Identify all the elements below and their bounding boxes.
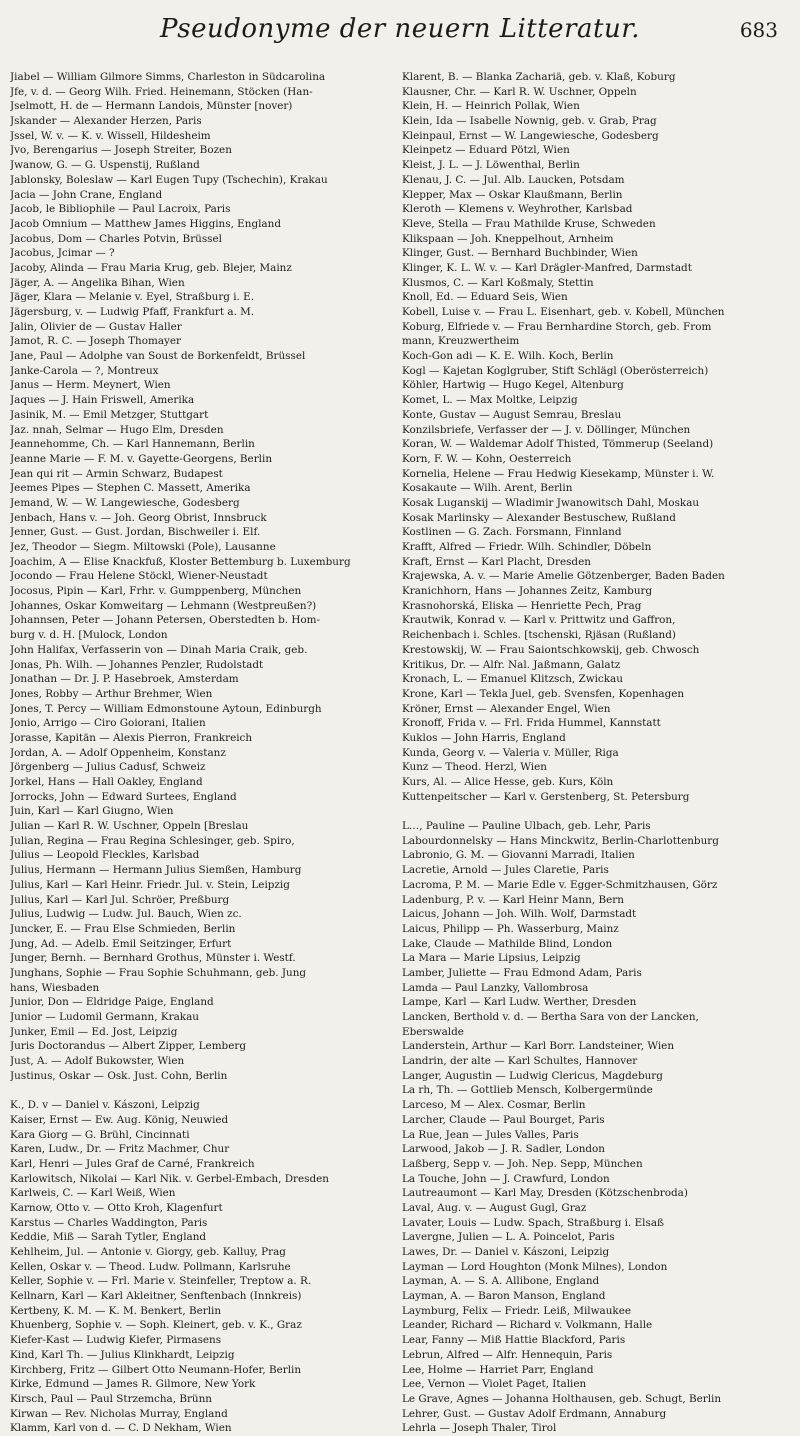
pseudonym-entry: La Rue, Jean — Jules Valles, Paris: [402, 1128, 579, 1141]
pseudonym-entry: Ladenburg, P. v. — Karl Heinr Mann, Bern: [402, 893, 624, 906]
pseudonym-entry: Layman, A. — S. A. Allibone, England: [402, 1275, 600, 1288]
pseudonym-entry: Jacobus, Jcimar — ?: [10, 247, 115, 260]
pseudonym-entry: Jalin, Olivier de — Gustav Haller: [10, 320, 182, 333]
pseudonym-entry: Kuttenpeitscher — Karl v. Gerstenberg, St. Petersburg: [402, 790, 690, 803]
pseudonym-entry: Jacob, le Bibliophile — Paul Lacroix, Paris: [10, 203, 231, 216]
pseudonym-entry: Jenner, Gust. — Gust. Jordan, Bischweiler i. Elf.: [10, 526, 261, 539]
pseudonym-entry: Langer, Augustin — Ludwig Clericus, Magdeburg: [402, 1069, 663, 1082]
pseudonym-entry: Kurs, Al. — Alice Hesse, geb. Kurs, Köln: [402, 776, 614, 788]
right-column: [402, 70, 790, 1436]
pseudonym-entry: Lebrun, Alfred — Alfr. Hennequin, Paris: [402, 1348, 613, 1361]
pseudonym-entry: Jenbach, Hans v. — Joh. Georg Obrist, Innsbruck: [10, 511, 267, 524]
pseudonym-entry: Klarent, B. — Blanka Zachariä, geb. v. Klaß, Koburg: [402, 71, 676, 83]
pseudonym-entry: Larwood, Jakob — J. R. Sadler, London: [402, 1143, 605, 1156]
pseudonym-entry: Lamda — Paul Lanzky, Vallombrosa: [402, 981, 589, 994]
pseudonym-entry: Lacretie, Arnold — Jules Claretie, Paris: [402, 864, 609, 877]
pseudonym-entry: Kellen, Oskar v. — Theod. Ludw. Pollmann, Karlsruhe: [10, 1260, 291, 1273]
pseudonym-entry: La rh, Th. — Gottlieb Mensch, Kolbergermünde: [402, 1084, 653, 1097]
pseudonym-entry: Janke-Carola — ?, Montreux: [10, 364, 159, 377]
pseudonym-entry: Kertbeny, K. M. — K. M. Benkert, Berlin: [10, 1304, 222, 1317]
pseudonym-entry: Janus — Herm. Meynert, Wien: [10, 379, 171, 392]
pseudonym-entry: Jonio, Arrigo — Ciro Goiorani, Italien: [10, 717, 206, 730]
pseudonym-entry: Kirchberg, Fritz — Gilbert Otto Neumann-Hofer, Berlin: [10, 1363, 302, 1376]
pseudonym-entry: Just, A. — Adolf Bukowster, Wien: [10, 1055, 185, 1068]
pseudonym-entry: Krone, Karl — Tekla Juel, geb. Svensfen, Kopenhagen: [402, 687, 685, 700]
pseudonym-entry: Kiefer-Kast — Ludwig Kiefer, Pirmasens: [10, 1334, 222, 1347]
section-gap: [10, 1083, 398, 1098]
pseudonym-entry: Joachim, A — Elise Knackfuß, Kloster Bettemburg b. Luxemburg: [10, 555, 351, 568]
pseudonym-entry: Jorkel, Hans — Hall Oakley, England: [10, 776, 203, 788]
pseudonym-entry: Jones, Robby — Arthur Brehmer, Wien: [10, 687, 213, 700]
pseudonym-entry: Jonathan — Dr. J. P. Hasebroek, Amsterdam: [10, 673, 239, 686]
pseudonym-entry: La Touche, John — J. Crawfurd, London: [402, 1172, 610, 1185]
pseudonym-entry: Kind, Karl Th. — Julius Klinkhardt, Leipzig: [10, 1348, 235, 1361]
pseudonym-entry: Karlowitsch, Nikolai — Karl Nik. v. Gerbel-Embach, Dresden: [10, 1172, 329, 1185]
pseudonym-entry: Koburg, Elfriede v. — Frau Bernhardine Storch, geb. From: [402, 320, 712, 333]
pseudonym-entry: Lacroma, P. M. — Marie Edle v. Egger-Schmitzhausen, Görz: [402, 878, 718, 891]
pseudonym-entry: Karstus — Charles Waddington, Paris: [10, 1216, 208, 1229]
pseudonym-entry: Kranichhorn, Hans — Johannes Zeitz, Kamburg: [402, 585, 653, 598]
pseudonym-entry: Klein, Ida — Isabelle Nownig, geb. v. Grab, Prag: [402, 115, 657, 128]
pseudonym-entry: Klenau, J. C. — Jul. Alb. Laucken, Potsdam: [402, 173, 625, 186]
pseudonym-entry: Eberswalde: [402, 1025, 464, 1038]
pseudonym-entry: Kunda, Georg v. — Valeria v. Müller, Riga: [402, 746, 619, 759]
pseudonym-entry: Junghans, Sophie — Frau Sophie Schuhmann, geb. Jung: [10, 966, 307, 979]
pseudonym-entry: Jordan, A. — Adolf Oppenheim, Konstanz: [10, 746, 226, 759]
pseudonym-entry: Krestowskij, W. — Frau Saiontschkowskij, geb. Chwosch: [402, 643, 700, 656]
pseudonym-entry: Korn, F. W. — Kohn, Oesterreich: [402, 452, 572, 465]
pseudonym-entry: Kunz — Theod. Herzl, Wien: [402, 761, 547, 774]
pseudonym-entry: Keddie, Miß — Sarah Tytler, England: [10, 1231, 207, 1244]
pseudonym-entry: Jeannehomme, Ch. — Karl Hannemann, Berlin: [10, 438, 255, 451]
pseudonym-entry: Lamber, Juliette — Frau Edmond Adam, Paris: [402, 966, 642, 979]
pseudonym-entry: Jselmott, H. de — Hermann Landois, Münster [nover): [10, 100, 293, 113]
pseudonym-entry: Larcher, Claude — Paul Bourget, Paris: [402, 1113, 605, 1126]
page-header: [0, 14, 800, 52]
pseudonym-entry: Lake, Claude — Mathilde Blind, London: [402, 937, 613, 950]
pseudonym-entry: Jorrocks, John — Edward Surtees, England: [10, 790, 237, 803]
pseudonym-entry: Julius, Karl — Karl Heinr. Friedr. Jul. v. Stein, Leipzig: [10, 878, 290, 891]
pseudonym-entry: Kraft, Ernst — Karl Placht, Dresden: [402, 555, 591, 568]
pseudonym-entry: Laßberg, Sepp v. — Joh. Nep. Sepp, München: [402, 1157, 643, 1170]
pseudonym-entry: Jvo, Berengarius — Joseph Streiter, Bozen: [10, 144, 232, 157]
pseudonym-entry: Lee, Vernon — Violet Paget, Italien: [402, 1378, 587, 1391]
pseudonym-entry: Jamot, R. C. — Joseph Thomayer: [10, 335, 182, 348]
pseudonym-entry: Kosak Marlinsky — Alexander Bestuschew, Rußland: [402, 511, 676, 524]
pseudonym-entry: Julian — Karl R. W. Uschner, Oppeln [Breslau: [10, 820, 249, 833]
pseudonym-entry: La Mara — Marie Lipsius, Leipzig: [402, 952, 581, 965]
pseudonym-entry: Junior — Ludomil Germann, Krakau: [10, 1011, 199, 1023]
page-title: Pseudonyme der neuern Litteratur.: [159, 14, 641, 44]
pseudonym-entry: Kornelia, Helene — Frau Hedwig Kiesekamp, Münster i. W.: [402, 467, 715, 480]
pseudonym-entry: Jean qui rit — Armin Schwarz, Budapest: [10, 467, 223, 480]
pseudonym-entry: Lear, Fanny — Miß Hattie Blackford, Paris: [402, 1334, 626, 1347]
pseudonym-entry: Jacoby, Alinda — Frau Maria Krug, geb. Blejer, Mainz: [10, 261, 292, 274]
pseudonym-entry: Larceso, M — Alex. Cosmar, Berlin: [402, 1099, 586, 1112]
pseudonym-entry: Konzilsbriefe, Verfasser der — J. v. Döllinger, München: [402, 423, 691, 436]
pseudonym-entry: Jez, Theodor — Siegm. Miltowski (Pole), Lausanne: [10, 541, 276, 553]
pseudonym-entry: Jägersburg, v. — Ludwig Pfaff, Frankfurt a. M.: [10, 306, 255, 318]
pseudonym-entry: Jaz. nnah, Selmar — Hugo Elm, Dresden: [10, 423, 224, 436]
pseudonym-entry: Jörgenberg — Julius Cadusf, Schweiz: [10, 761, 206, 774]
pseudonym-entry: hans, Wiesbaden: [10, 981, 100, 994]
pseudonym-entry: Klinger, Gust. — Bernhard Buchbinder, Wien: [402, 247, 638, 260]
page-number: 683: [739, 18, 778, 42]
pseudonym-entry: Kirsch, Paul — Paul Strzemcha, Brünn: [10, 1392, 212, 1405]
pseudonym-entry: Jfe, v. d. — Georg Wilh. Fried. Heinemann, Stöcken (Han-: [10, 85, 313, 98]
pseudonym-entry: Jane, Paul — Adolphe van Soust de Borkenfeldt, Brüssel: [10, 350, 306, 363]
pseudonym-entry: Jocondo — Frau Helene Stöckl, Wiener-Neustadt: [10, 570, 268, 583]
pseudonym-entry: Laicus, Johann — Joh. Wilh. Wolf, Darmstadt: [402, 908, 637, 921]
pseudonym-entry: Le Grave, Agnes — Johanna Holthausen, geb. Schugt, Berlin: [402, 1392, 722, 1405]
pseudonym-entry: Juris Doctorandus — Albert Zipper, Lemberg: [10, 1040, 246, 1053]
pseudonym-entry: Kostlinen — G. Zach. Forsmann, Finnland: [402, 526, 622, 539]
pseudonym-entry: Karnow, Otto v. — Otto Kroh, Klagenfurt: [10, 1201, 223, 1214]
pseudonym-entry: Lavater, Louis — Ludw. Spach, Straßburg i. Elsaß: [402, 1216, 664, 1229]
pseudonym-entry: Jwanow, G. — G. Uspenstij, Rußland: [10, 159, 200, 172]
pseudonym-entry: Krautwik, Konrad v. — Karl v. Prittwitz und Gaffron,: [402, 614, 676, 627]
pseudonym-entry: Kara Giorg — G. Brühl, Cincinnati: [10, 1128, 190, 1141]
pseudonym-entry: Junger, Bernh. — Bernhard Grothus, Münster i. Westf.: [10, 952, 296, 965]
pseudonym-entry: Juin, Karl — Karl Giugno, Wien: [10, 805, 174, 818]
pseudonym-entry: Klein, H. — Heinrich Pollak, Wien: [402, 100, 580, 113]
pseudonym-entry: Jones, T. Percy — William Edmonstoune Aytoun, Edinburgh: [10, 702, 322, 715]
pseudonym-entry: Kröner, Ernst — Alexander Engel, Wien: [402, 702, 611, 715]
pseudonym-entry: Jorasse, Kapitän — Alexis Pierron, Frankreich: [10, 731, 253, 744]
pseudonym-entry: Jeemes Pipes — Stephen C. Massett, Amerika: [10, 482, 251, 495]
pseudonym-entry: Lawes, Dr. — Daniel v. Kászoni, Leipzig: [402, 1246, 610, 1258]
pseudonym-entry: Koch-Gon adi — K. E. Wilh. Koch, Berlin: [402, 350, 614, 363]
pseudonym-entry: John Halifax, Verfasserin von — Dinah Maria Craik, geb.: [10, 643, 308, 656]
pseudonym-entry: Keller, Sophie v. — Frl. Marie v. Steinfeller, Treptow a. R.: [10, 1275, 312, 1288]
pseudonym-entry: Laval, Aug. v. — August Gugl, Graz: [402, 1201, 587, 1214]
pseudonym-entry: Khuenberg, Sophie v. — Soph. Kleinert, geb. v. K., Graz: [10, 1319, 302, 1332]
pseudonym-entry: Kogl — Kajetan Koglgruber, Stift Schlägl (Oberösterreich): [402, 364, 709, 377]
pseudonym-entry: Jonas, Ph. Wilh. — Johannes Penzler, Rudolstadt: [10, 658, 264, 671]
pseudonym-entry: Karl, Henri — Jules Graf de Carné, Frankreich: [10, 1157, 255, 1170]
pseudonym-entry: Krasnohorská, Eliska — Henriette Pech, Prag: [402, 599, 642, 612]
pseudonym-entry: Kirwan — Rev. Nicholas Murray, England: [10, 1407, 228, 1420]
pseudonym-entry: Landrin, der alte — Karl Schultes, Hannover: [402, 1055, 638, 1068]
pseudonym-entry: Julius, Hermann — Hermann Julius Siemßen, Hamburg: [10, 864, 302, 877]
pseudonym-entry: Johannes, Oskar Komweitarg — Lehmann (Westpreußen?): [10, 599, 317, 612]
pseudonym-entry: Junker, Emil — Ed. Jost, Leipzig: [10, 1025, 178, 1038]
pseudonym-entry: Lee, Holme — Harriet Parr, England: [402, 1363, 594, 1376]
pseudonym-entry: Jasinik, M. — Emil Metzger, Stuttgart: [10, 408, 209, 421]
pseudonym-entry: burg v. d. H. [Mulock, London: [10, 629, 168, 642]
pseudonym-entry: Leander, Richard — Richard v. Volkmann, Halle: [402, 1319, 653, 1332]
pseudonym-entry: Kleinpaul, Ernst — W. Langewiesche, Godesberg: [402, 129, 659, 142]
pseudonym-entry: Kleist, J. L. — J. Löwenthal, Berlin: [402, 159, 580, 172]
pseudonym-entry: Kuklos — John Harris, England: [402, 731, 566, 744]
pseudonym-entry: Kirke, Edmund — James R. Gilmore, New York: [10, 1378, 256, 1391]
pseudonym-entry: Klusmos, C. — Karl Koßmaly, Stettin: [402, 276, 594, 289]
section-gap: [402, 804, 790, 819]
pseudonym-entry: Karlweis, C. — Karl Weiß, Wien: [10, 1187, 176, 1200]
pseudonym-entry: K., D. v — Daniel v. Kászoni, Leipzig: [10, 1099, 200, 1112]
pseudonym-entry: Landerstein, Arthur — Karl Borr. Landsteiner, Wien: [402, 1040, 675, 1053]
pseudonym-entry: Jacia — John Crane, England: [10, 188, 163, 201]
pseudonym-entry: Lehrer, Gust. — Gustav Adolf Erdmann, Annaburg: [402, 1407, 667, 1420]
pseudonym-entry: Layman — Lord Houghton (Monk Milnes), London: [402, 1260, 668, 1273]
pseudonym-entry: Komet, L. — Max Moltke, Leipzig: [402, 394, 578, 407]
left-column: [10, 70, 398, 1436]
pseudonym-entry: Jocosus, Pipin — Karl, Frhr. v. Gumppenberg, München: [10, 585, 302, 598]
pseudonym-entry: Kleve, Stella — Frau Mathilde Kruse, Schweden: [402, 217, 656, 230]
pseudonym-entry: Jäger, A. — Angelika Bihan, Wien: [10, 276, 185, 289]
pseudonym-entry: Jung, Ad. — Adelb. Emil Seitzinger, Erfurt: [10, 937, 232, 950]
pseudonym-entry: Klausner, Chr. — Karl R. W. Uschner, Oppeln: [402, 85, 637, 98]
pseudonym-entry: Labronio, G. M. — Giovanni Marradi, Italien: [402, 849, 635, 862]
pseudonym-entry: Junior, Don — Eldridge Paige, England: [10, 996, 214, 1009]
pseudonym-entry: Konte, Gustav — August Semrau, Breslau: [402, 408, 622, 421]
pseudonym-entry: Knoll, Ed. — Eduard Seis, Wien: [402, 291, 568, 304]
pseudonym-entry: Kronoff, Frida v. — Frl. Frida Hummel, Kannstatt: [402, 717, 661, 730]
pseudonym-entry: Koran, W. — Waldemar Adolf Thisted, Tömmerup (Seeland): [402, 438, 714, 451]
pseudonym-entry: Johannsen, Peter — Johann Petersen, Oberstedten b. Hom-: [10, 614, 321, 627]
pseudonym-entry: Kleroth — Klemens v. Weyhrother, Karlsbad: [402, 203, 633, 216]
pseudonym-entry: Kosak Luganskij — Wladimir Jwanowitsch Dahl, Moskau: [402, 496, 700, 509]
pseudonym-entry: Klepper, Max — Oskar Klaußmann, Berlin: [402, 188, 623, 201]
pseudonym-entry: Jiabel — William Gilmore Simms, Charleston in Südcarolina: [10, 71, 326, 83]
pseudonym-entry: Lancken, Berthold v. d. — Bertha Sara von der Lancken,: [402, 1011, 699, 1023]
pseudonym-entry: Jaques — J. Hain Friswell, Amerika: [10, 394, 195, 407]
pseudonym-entry: mann, Kreuzwertheim: [402, 335, 520, 348]
pseudonym-entry: Klinger, K. L. W. v. — Karl Drägler-Manfred, Darmstadt: [402, 261, 692, 274]
pseudonym-entry: Jemand, W. — W. Langewiesche, Godesberg: [10, 496, 240, 509]
pseudonym-entry: Klikspaan — Joh. Kneppelhout, Arnheim: [402, 232, 614, 245]
pseudonym-entry: Jacob Omnium — Matthew James Higgins, England: [10, 217, 281, 230]
pseudonym-entry: Labourdonnelsky — Hans Minckwitz, Berlin-Charlottenburg: [402, 834, 719, 847]
pseudonym-entry: Jeanne Marie — F. M. v. Gayette-Georgens, Berlin: [10, 452, 273, 465]
pseudonym-entry: Köhler, Hartwig — Hugo Kegel, Altenburg: [402, 379, 624, 392]
pseudonym-entry: Lehrla — Joseph Thaler, Tirol: [402, 1422, 557, 1435]
pseudonym-entry: Layman, A. — Baron Manson, England: [402, 1290, 606, 1303]
pseudonym-entry: Justinus, Oskar — Osk. Just. Cohn, Berlin: [10, 1069, 228, 1082]
pseudonym-entry: Jacobus, Dom — Charles Potvin, Brüssel: [10, 232, 222, 245]
pseudonym-entry: Laicus, Philipp — Ph. Wasserburg, Mainz: [402, 922, 619, 935]
pseudonym-entry: Lampe, Karl — Karl Ludw. Werther, Dresden: [402, 996, 637, 1009]
pseudonym-entry: Karen, Ludw., Dr. — Fritz Machmer, Chur: [10, 1143, 230, 1156]
pseudonym-entry: Jablonsky, Boleslaw — Karl Eugen Tupy (Tschechin), Krakau: [10, 173, 328, 186]
pseudonym-entry: Kobell, Luise v. — Frau L. Eisenhart, geb. v. Kobell, München: [402, 306, 725, 318]
pseudonym-entry: Jssel, W. v. — K. v. Wissell, Hildesheim: [10, 129, 211, 142]
pseudonym-entry: Jäger, Klara — Melanie v. Eyel, Straßburg i. E.: [10, 291, 255, 304]
pseudonym-entry: Kosakaute — Wilh. Arent, Berlin: [402, 482, 573, 495]
pseudonym-entry: Kritikus, Dr. — Alfr. Nal. Jaßmann, Galatz: [402, 658, 621, 671]
pseudonym-entry: Kellnarn, Karl — Karl Akleitner, Senftenbach (Innkreis): [10, 1290, 302, 1303]
pseudonym-entry: Jskander — Alexander Herzen, Paris: [10, 115, 202, 128]
pseudonym-entry: L…, Pauline — Pauline Ulbach, geb. Lehr, Paris: [402, 820, 651, 833]
pseudonym-entry: Lavergne, Julien — L. A. Poincelot, Paris: [402, 1231, 615, 1244]
pseudonym-entry: Kleinpetz — Eduard Pötzl, Wien: [402, 144, 570, 157]
pseudonym-entry: Julius — Leopold Fleckles, Karlsbad: [10, 849, 200, 862]
pseudonym-entry: Laymburg, Felix — Friedr. Leiß, Milwaukee: [402, 1304, 631, 1317]
pseudonym-entry: Klamm, Karl von d. — C. D Nekham, Wien: [10, 1422, 232, 1435]
pseudonym-entry: Julius, Ludwig — Ludw. Jul. Bauch, Wien zc.: [10, 908, 242, 921]
pseudonym-entry: Reichenbach i. Schles. [tschenski, Rjäsan (Rußland): [402, 629, 676, 642]
pseudonym-entry: Juncker, E. — Frau Else Schmieden, Berlin: [10, 922, 236, 935]
pseudonym-entry: Kehlheim, Jul. — Antonie v. Giorgy, geb. Kalluy, Prag: [10, 1246, 286, 1258]
pseudonym-entry: Julian, Regina — Frau Regina Schlesinger, geb. Spiro,: [10, 834, 295, 847]
pseudonym-entry: Kaiser, Ernst — Ew. Aug. König, Neuwied: [10, 1113, 229, 1126]
pseudonym-entry: Krajewska, A. v. — Marie Amelie Götzenberger, Baden Baden: [402, 570, 725, 583]
pseudonym-entry: Krafft, Alfred — Friedr. Wilh. Schindler, Döbeln: [402, 541, 652, 553]
pseudonym-entry: Lautreaumont — Karl May, Dresden (Kötzschenbroda): [402, 1187, 688, 1200]
pseudonym-entry: Julius, Karl — Karl Jul. Schröer, Preßburg: [10, 893, 230, 906]
pseudonym-entry: Kronach, L. — Emanuel Klitzsch, Zwickau: [402, 673, 623, 686]
